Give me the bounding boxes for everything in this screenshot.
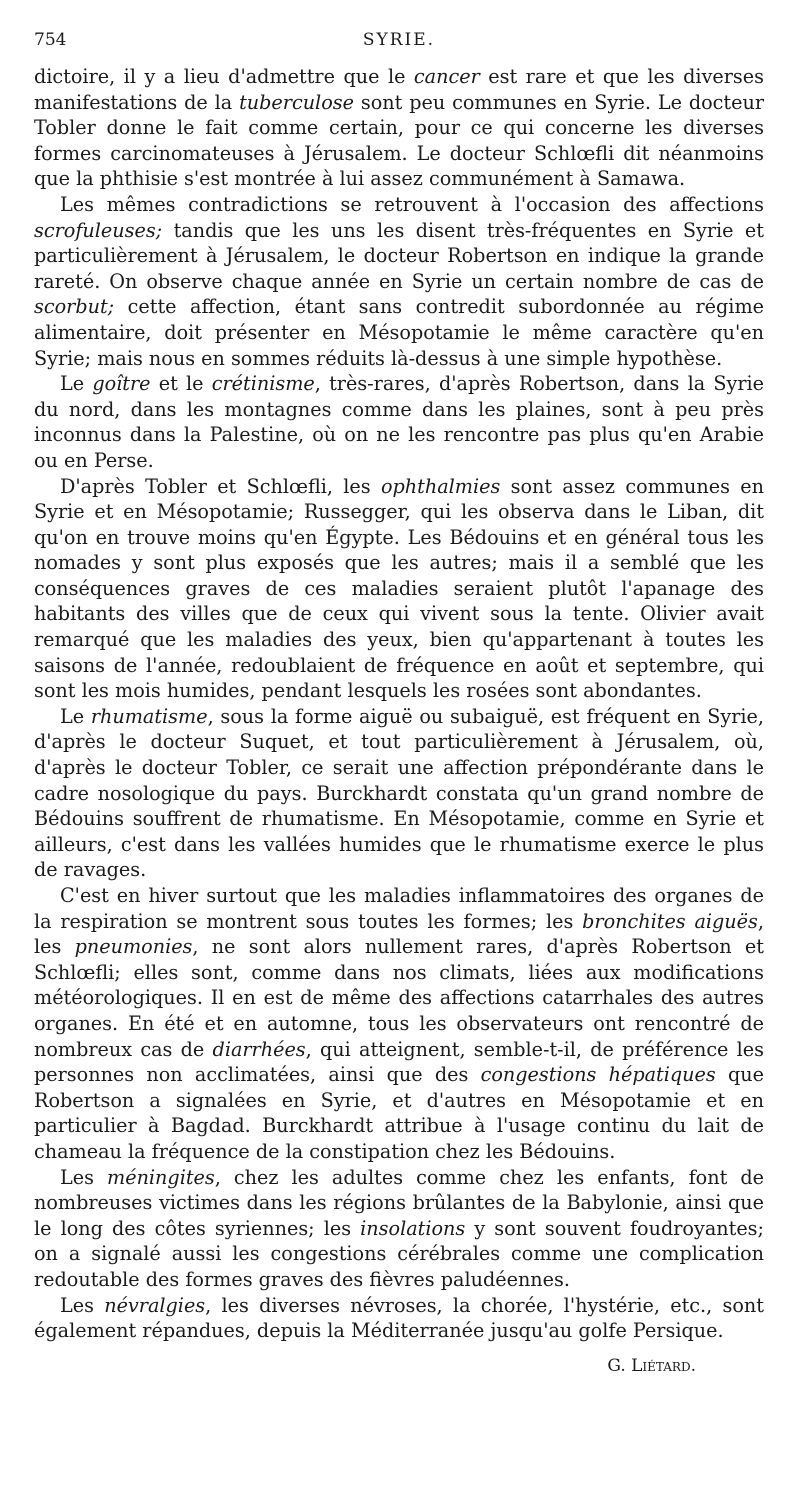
text-run: , les diverses névroses, la chorée, l'hystérie, etc., sont également répandues, depuis la Méditerranée jusqu'au golfe Persique. [34,1293,764,1343]
text-run: , ne sont alors nullement rares, d'après Robertson et Schlœfli; elles sont, comme dans nos climats, liées aux modifications météorologiques. Il en est de même des affections catarrhales des autres organes. En été et en automne, tous les observateurs ont rencontré de nombreux cas de [34,935,764,1061]
emphasized-term: tuberculose [239,90,354,114]
text-run: sont assez communes en Syrie et en Mésopotamie; Russegger, qui les observa dans le Liban, dit qu'on en trouve moins qu'en Égypte. Les Bédouins et en général tous les nomades y sont plus exposés que les autres; mais il a semblé que les conséquences graves de ces maladies seraient plutôt l'apanage des habitants des villes que de ceux qui vivent sous la tente. Olivier avait remarqué que les maladies des yeux, bien qu'appartenant à toutes les saisons de l'année, redoublaient de fréquence en août et septembre, qui sont les mois humides, pendant lesquels les rosées sont abondantes. [34,474,764,703]
text-run: C'est en hiver surtout que les maladies inflammatoires des organes de la respiration se montrent sous toutes les formes; les [34,884,764,933]
text-run: est rare et que les diverses manifestations de la [34,65,764,114]
text-run: tandis que les uns les disent très-fréquentes en Syrie et particulièrement à Jérusalem, le docteur Robertson en indique la grande rareté. On observe chaque année en Syrie un certain nombre de cas de [34,218,764,293]
text-run: D'après Tobler et Schlœfli, les [60,474,381,498]
page-number: 754 [34,30,67,50]
paragraph [34,883,764,1165]
paragraph [34,192,764,371]
emphasized-term: diarrhées [212,1037,306,1061]
text-run: , les [34,909,764,959]
emphasized-term: bronchites aiguës [582,909,758,933]
emphasized-term: pneumonies [74,935,193,959]
emphasized-term: scorbut; [34,295,115,319]
emphasized-term: méningites [107,1165,215,1189]
text-run: sont peu communes en Syrie. Le docteur Tobler donne le fait comme certain, pour ce qui concerne les diverses formes carcinomateuses à Jérusalem. Le docteur Schlœfli dit néanmoins que la phthisie s'est montrée à lui assez communément à Samawa. [34,90,764,191]
text-run: dictoire, il y a lieu d'admettre que le [34,65,414,88]
emphasized-term: insolations [360,1216,466,1240]
text-run: Les [60,1165,108,1189]
text-run: , qui atteignent, semble-t-il, de préférence les personnes non acclimatées, ainsi que des [34,1037,765,1087]
emphasized-term: goître [92,372,151,396]
running-title: SYRIE. [362,30,436,50]
emphasized-term: crétinisme [211,372,315,396]
emphasized-term: ophthalmies [380,474,501,498]
emphasized-term: scrofuleuses; [34,218,163,242]
text-run: Le [60,704,91,728]
article-body [34,64,764,1379]
paragraph [34,1293,764,1344]
text-run: que Robertson a signalées en Syrie, et d'autres en Mésopotamie et en particulier à Bagdad. Burckhardt attribue à l'usage continu du lait de chameau la fréquence de la constipation chez les Bédouins. [34,1063,764,1163]
paragraph [34,64,764,192]
paragraph [34,704,764,883]
emphasized-term: congestions hépatiques [480,1063,716,1087]
author-signature: G. Liétard. [607,1355,696,1376]
text-run: Le [60,372,93,396]
text-run: , sous la forme aiguë ou subaiguë, est fréquent en Syrie, d'après le docteur Suquet, et tout particulièrement à Jérusalem, où, d'après le docteur Tobler, ce serait une affection prépondérante dans le cadre nosologique du pays. Burckhardt constata qu'un grand nombre de Bédouins souffrent de rhumatisme. En Mésopotamie, comme en Syrie et ailleurs, c'est dans les vallées humides que le rhumatisme exerce le plus de ravages. [34,704,764,882]
text-run: , très-rares, d'après Robertson, dans la Syrie du nord, dans les montagnes comme dans les plaines, sont à peu près inconnus dans la Palestine, où on ne les rencontre pas plus qu'en Arabie ou en Perse. [34,372,765,472]
paragraph [34,474,764,704]
text-run: Les [60,1293,105,1317]
page-header [34,30,764,56]
paragraph [34,1165,764,1293]
text-run: et le [150,372,212,396]
paragraph [34,371,764,473]
emphasized-term: névralgies [104,1293,206,1317]
text-run: , chez les adultes comme chez les enfants, font de nombreuses victimes dans les régions brûlantes de la Babylonie, ainsi que le long des côtes syriennes; les [34,1165,765,1240]
text-run: cette affection, étant sans contredit subordonnée au régime alimentaire, doit présenter en Mésopotamie le même caractère qu'en Syrie; mais nous en sommes réduits là-dessus à une simple hypothèse. [34,295,764,370]
paragraph-list [34,64,764,1344]
text-run: y sont souvent foudroyantes; on a signalé aussi les congestions cérébrales comme une complication redoutable des formes graves des fièvres paludéennes. [34,1216,764,1291]
emphasized-term: rhumatisme [90,704,208,728]
text-run: Les mêmes contradictions se retrouvent à l'occasion des affections [60,192,764,216]
emphasized-term: cancer [413,65,480,88]
